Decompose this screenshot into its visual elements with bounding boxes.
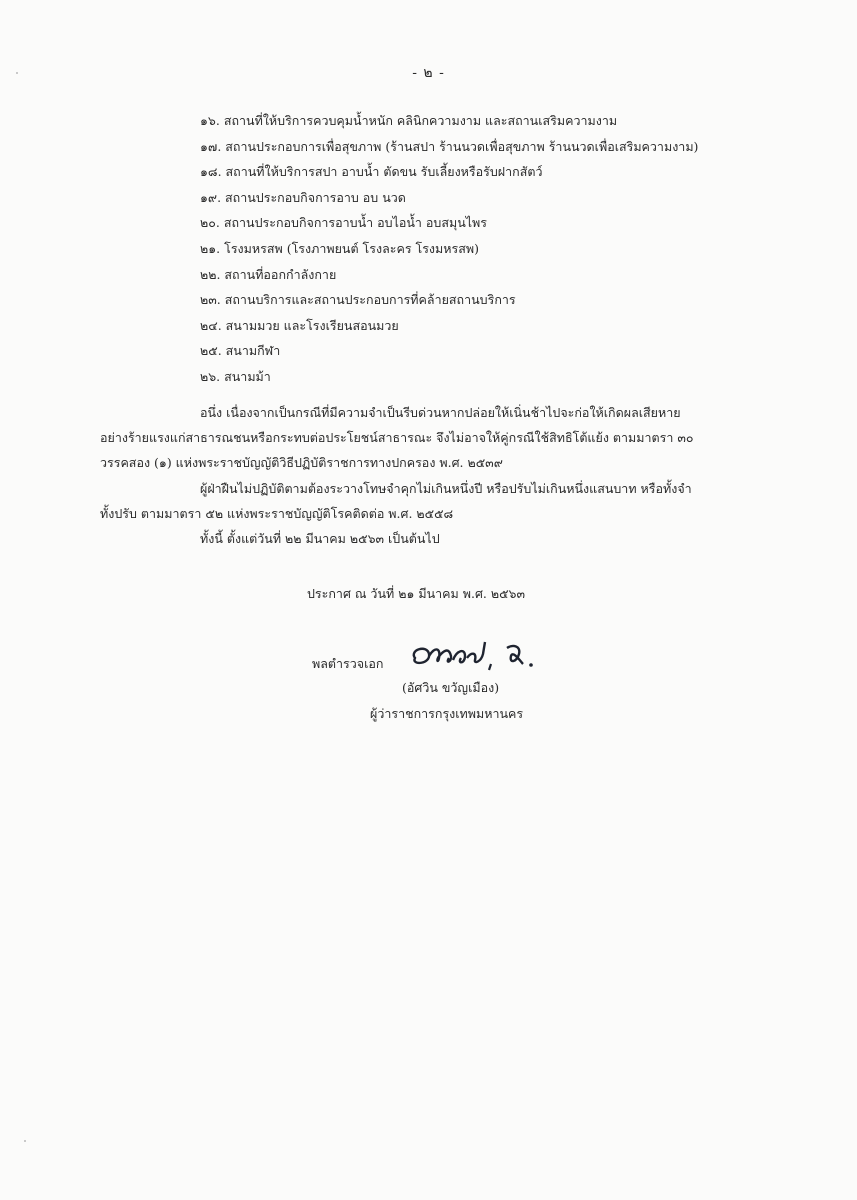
list-item: ๑๘. สถานที่ให้บริการสปา อาบน้ำ ตัดขน รับเลี้ยงหรือรับฝากสัตว์: [200, 164, 543, 180]
scan-speck: [16, 72, 18, 74]
list-item: ๑๙. สถานประกอบกิจการอาบ อบ นวด: [200, 189, 406, 205]
list-item: ๑๖. สถานที่ให้บริการควบคุมน้ำหนัก คลินิกความงาม และสถานเสริมความงาม: [200, 113, 618, 128]
establishment-list: [200, 108, 698, 390]
paragraph-line: ทั้งปรับ ตามมาตรา ๕๒ แห่งพระราชบัญญัติโรคติดต่อ พ.ศ. ๒๕๕๘: [100, 506, 454, 521]
list-item: ๒๖. สนามม้า: [200, 368, 271, 384]
paragraph-line: อย่างร้ายแรงแก่สาธารณชนหรือกระทบต่อประโยชน์สาธารณะ จึงไม่อาจให้คู่กรณีใช้สิทธิโต้แย้ง ตามมาตรา ๓๐: [100, 430, 694, 445]
signatory-position: ผู้ว่าราชการกรุงเทพมหานคร: [370, 706, 524, 721]
scan-speck: [24, 1140, 26, 1142]
signatory-rank: พลตำรวจเอก: [312, 656, 384, 671]
paragraph-line: อนึ่ง เนื่องจากเป็นกรณีที่มีความจำเป็นรีบด่วนหากปล่อยให้เนิ่นช้าไปจะก่อให้เกิดผลเสียหาย: [200, 405, 681, 420]
paragraph-line: ทั้งนี้ ตั้งแต่วันที่ ๒๒ มีนาคม ๒๕๖๓ เป็นต้นไป: [200, 531, 440, 546]
paragraph-line: ผู้ฝ่าฝืนไม่ปฏิบัติตามต้องระวางโทษจำคุกไม่เกินหนึ่งปี หรือปรับไม่เกินหนึ่งแสนบาท หรือทั้งจำ: [200, 481, 692, 496]
signatory-name: (อัศวิน ขวัญเมือง): [402, 680, 500, 695]
penalty-paragraph: [100, 476, 760, 526]
list-item: ๒๕. สนามกีฬา: [200, 343, 281, 359]
list-item: ๒๔. สนามมวย และโรงเรียนสอนมวย: [200, 317, 399, 333]
page-number: - ๒ -: [412, 65, 445, 81]
list-item: ๒๐. สถานประกอบกิจการอาบน้ำ อบไอน้ำ อบสมุนไพร: [200, 215, 488, 231]
announcement-date: ประกาศ ณ วันที่ ๒๑ มีนาคม พ.ศ. ๒๕๖๓: [307, 586, 526, 601]
list-item: ๒๑. โรงมหรสพ (โรงภาพยนต์ โรงละคร โรงมหรสพ): [200, 240, 479, 256]
handwritten-signature: [405, 636, 555, 680]
effective-date-paragraph: [200, 526, 700, 551]
list-item: ๑๗. สถานประกอบการเพื่อสุขภาพ (ร้านสปา ร้านนวดเพื่อสุขภาพ ร้านนวดเพื่อเสริมความงาม): [200, 138, 699, 154]
paragraph-line: วรรคสอง (๑) แห่งพระราชบัญญัติวิธีปฏิบัติราชการทางปกครอง พ.ศ. ๒๕๓๙: [100, 455, 503, 470]
urgency-paragraph: [100, 400, 760, 475]
signature-block: [312, 636, 632, 736]
list-item: ๒๓. สถานบริการและสถานประกอบการที่คล้ายสถานบริการ: [200, 292, 516, 308]
list-item: ๒๒. สถานที่ออกกำลังกาย: [200, 266, 337, 282]
